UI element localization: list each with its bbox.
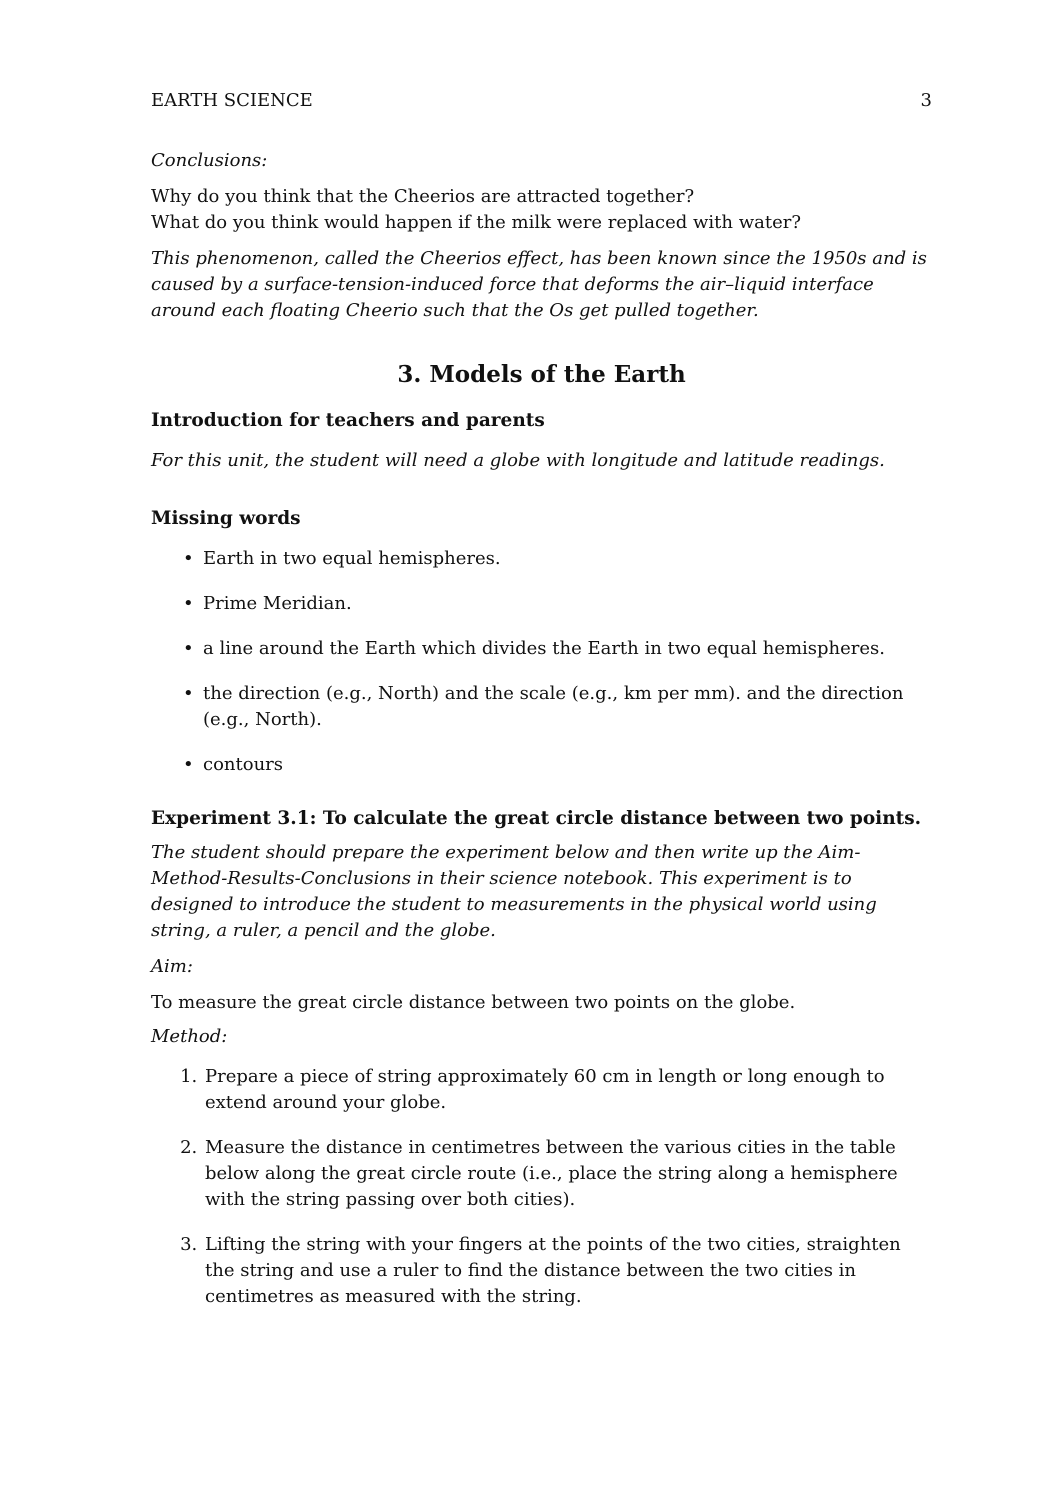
- method-label: Method:: [151, 1026, 228, 1047]
- page-header: [151, 88, 932, 114]
- aim-text: To measure the great circle distance between two points on the globe.: [151, 992, 796, 1013]
- conclusions-question-2: What do you think would happen if the milk were replaced with water?: [151, 212, 801, 233]
- intro-heading: Introduction for teachers and parents: [151, 410, 545, 431]
- missing-words-list: [151, 546, 932, 778]
- list-item: • a line around the Earth which divides the Earth in two equal hemispheres.: [203, 636, 932, 662]
- page-number: 3: [920, 90, 932, 111]
- intro-text: For this unit, the student will need a globe with longitude and latitude readings.: [151, 450, 885, 471]
- experiment-instructions: The student should prepare the experiment below and then write up the Aim-Method-Results-Conclusions in their science notebook. This experiment is to designed to introduce the student to measurements in the physical world using string, a ruler, a pencil and the globe.: [151, 842, 877, 941]
- missing-words-heading: Missing words: [151, 508, 301, 529]
- conclusions-question-1: Why do you think that the Cheerios are attracted together?: [151, 186, 695, 207]
- list-item: • the direction (e.g., North) and the scale (e.g., km per mm). and the direction (e.g., North).: [203, 681, 932, 733]
- aim-label: Aim:: [151, 956, 193, 977]
- list-item: • contours: [203, 752, 932, 778]
- experiment-heading: Experiment 3.1: To calculate the great circle distance between two points.: [151, 808, 922, 829]
- conclusions-answer: This phenomenon, called the Cheerios effect, has been known since the 1950s and is caused by a surface-tension-induced force that deforms the air–liquid interface around each floating Cheerio such that the Os get pulled together.: [151, 248, 927, 321]
- list-item: 3. Lifting the string with your fingers at the points of the two cities, straighten the string and use a ruler to find the distance between the two cities in centimetres as measured with the string.: [203, 1232, 932, 1310]
- list-item: 2. Measure the distance in centimetres between the various cities in the table below along the great circle route (i.e., place the string along a hemisphere with the string passing over both cities).: [203, 1135, 932, 1213]
- list-item: • Prime Meridian.: [203, 591, 932, 617]
- list-item: 1. Prepare a piece of string approximately 60 cm in length or long enough to extend around your globe.: [203, 1064, 932, 1116]
- running-title: EARTH SCIENCE: [151, 90, 313, 111]
- method-steps: [151, 1064, 932, 1310]
- conclusions-label: Conclusions:: [151, 150, 268, 171]
- section-title: 3. Models of the Earth: [397, 361, 686, 388]
- list-item: • Earth in two equal hemispheres.: [203, 546, 932, 572]
